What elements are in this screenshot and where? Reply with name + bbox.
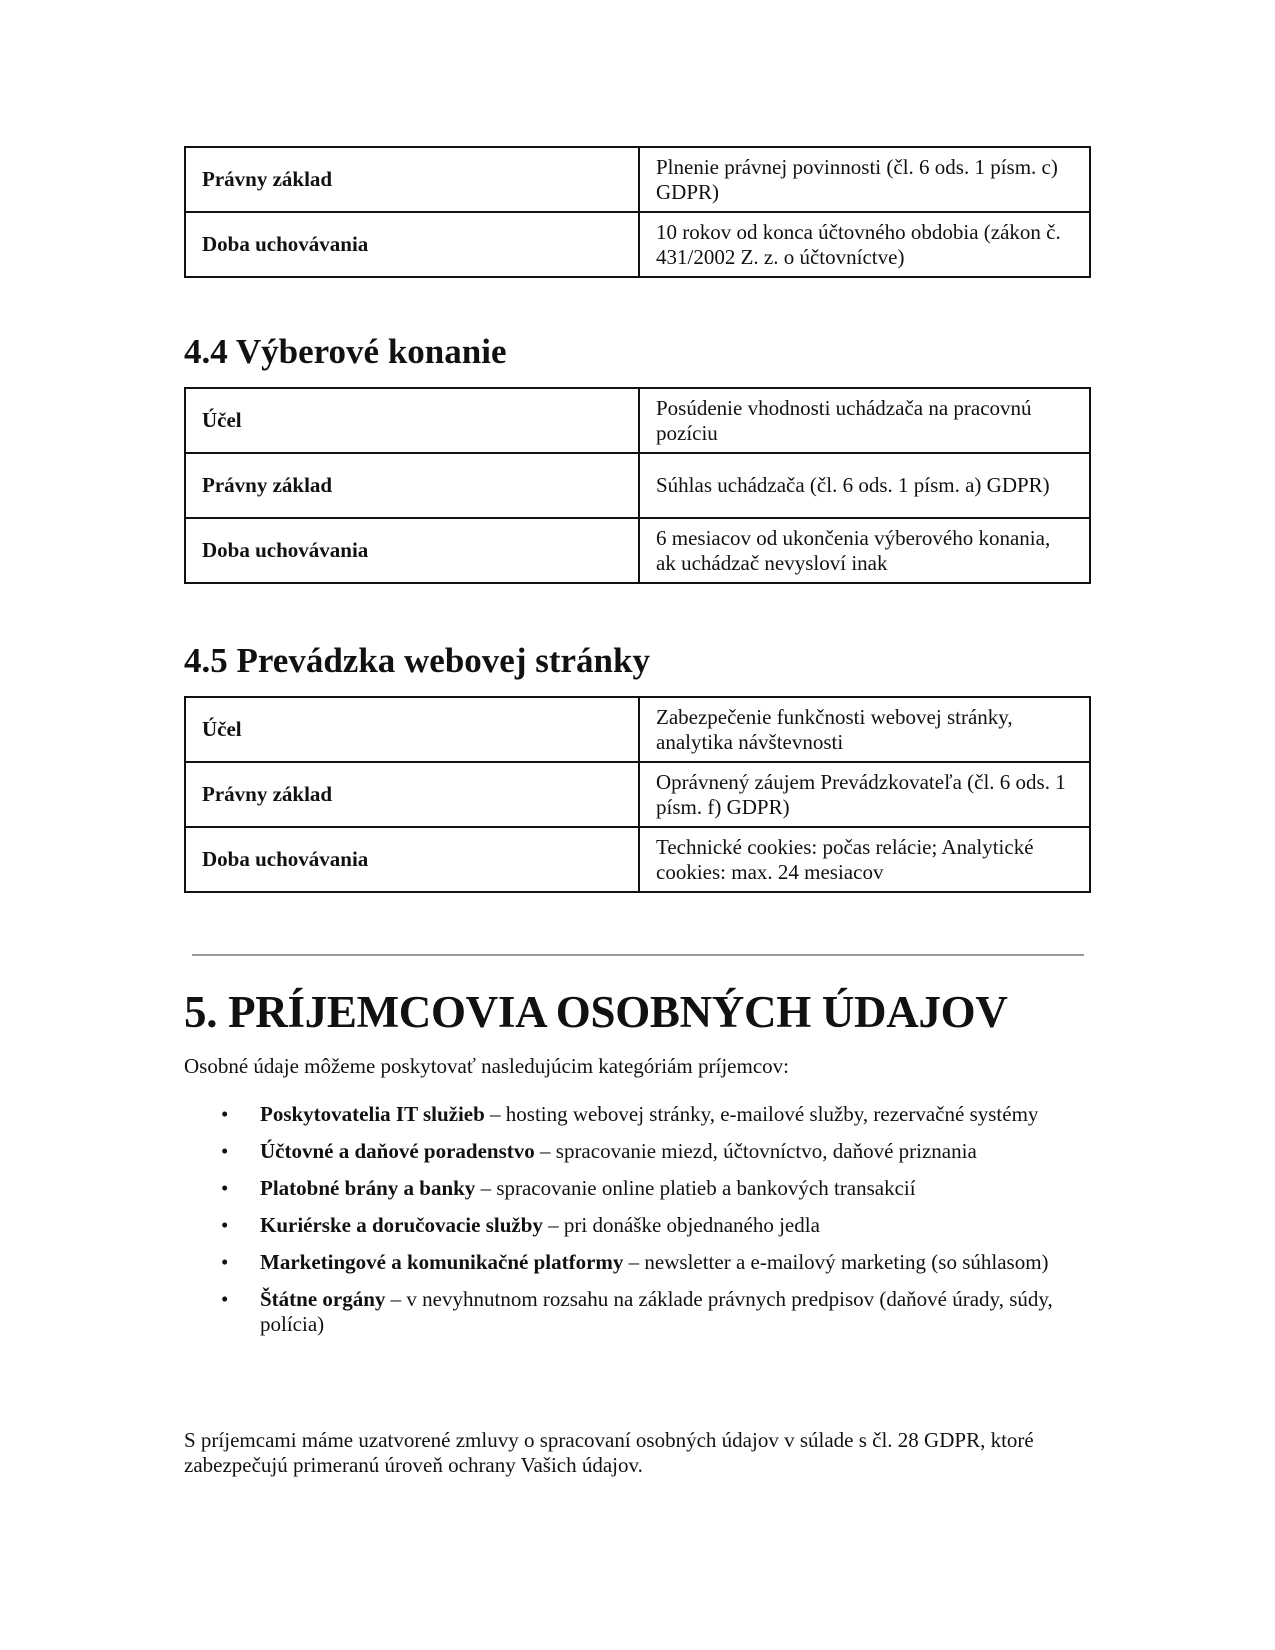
bullet-icon: • (221, 1176, 229, 1200)
row-label: Účel (185, 388, 639, 453)
list-item (184, 1250, 1091, 1275)
table-row (185, 212, 1090, 277)
processing-table-previous (184, 146, 1091, 278)
bullet-icon: • (221, 1287, 229, 1311)
recipient-name: Účtovné a daňové poradenstvo (260, 1139, 535, 1163)
row-value: Oprávnený záujem Prevádzkovateľa (čl. 6 ods. 1 písm. f) GDPR) (639, 762, 1090, 827)
recipient-desc: – pri donáške objednaného jedla (542, 1213, 820, 1237)
bullet-icon: • (221, 1250, 229, 1274)
section-divider (192, 954, 1084, 956)
table-row (185, 388, 1090, 453)
bullet-icon: • (221, 1102, 229, 1126)
row-label: Doba uchovávania (185, 518, 639, 583)
recipient-desc: – spracovanie online platieb a bankových transakcií (475, 1176, 916, 1200)
section-heading-4-5: 4.5 Prevádzka webovej stránky (184, 641, 650, 680)
table-row (185, 827, 1090, 892)
bullet-icon: • (221, 1213, 229, 1237)
processing-table-recruitment (184, 387, 1091, 584)
recipient-desc: – spracovanie miezd, účtovníctvo, daňové priznania (534, 1139, 977, 1163)
table-row (185, 762, 1090, 827)
row-value: Plnenie právnej povinnosti (čl. 6 ods. 1 písm. c) GDPR) (639, 147, 1090, 212)
recipients-intro: Osobné údaje môžeme poskytovať nasledujúcim kategóriám príjemcov: (184, 1054, 789, 1078)
recipient-name: Poskytovatelia IT služieb (260, 1102, 485, 1126)
row-value: Posúdenie vhodnosti uchádzača na pracovnú pozíciu (639, 388, 1090, 453)
bullet-icon: • (221, 1139, 229, 1163)
row-label: Právny základ (185, 762, 639, 827)
recipient-name: Platobné brány a banky (260, 1176, 476, 1200)
list-item (184, 1102, 1091, 1127)
recipient-desc: – newsletter a e-mailový marketing (so súhlasom) (623, 1250, 1049, 1274)
row-value: 10 rokov od konca účtovného obdobia (zákon č. 431/2002 Z. z. o účtovníctve) (639, 212, 1090, 277)
table-row (185, 453, 1090, 518)
section-heading-5: 5. PRÍJEMCOVIA OSOBNÝCH ÚDAJOV (184, 987, 1008, 1037)
list-item (184, 1287, 1091, 1337)
list-item (184, 1139, 1091, 1164)
table-row (185, 518, 1090, 583)
section-heading-4-4: 4.4 Výberové konanie (184, 332, 507, 371)
row-label: Právny základ (185, 147, 639, 212)
processing-table-website (184, 696, 1091, 893)
row-label: Účel (185, 697, 639, 762)
row-value: Zabezpečenie funkčnosti webovej stránky, analytika návštevnosti (639, 697, 1090, 762)
table-row (185, 147, 1090, 212)
row-label: Doba uchovávania (185, 212, 639, 277)
recipient-desc: – v nevyhnutnom rozsahu na základe právnych predpisov (daňové úrady, súdy, polícia) (260, 1287, 1053, 1336)
recipient-name: Marketingové a komunikačné platformy (260, 1250, 624, 1274)
recipient-name: Štátne orgány (260, 1287, 386, 1311)
row-label: Doba uchovávania (185, 827, 639, 892)
row-value: 6 mesiacov od ukončenia výberového konania, ak uchádzač nevysloví inak (639, 518, 1090, 583)
row-label: Právny základ (185, 453, 639, 518)
recipient-desc: – hosting webovej stránky, e-mailové služby, rezervačné systémy (484, 1102, 1039, 1126)
list-item (184, 1213, 1091, 1238)
row-value: Technické cookies: počas relácie; Analytické cookies: max. 24 mesiacov (639, 827, 1090, 892)
table-row (185, 697, 1090, 762)
recipient-name: Kuriérske a doručovacie služby (260, 1213, 543, 1237)
recipients-list (184, 1102, 1091, 1349)
recipients-closing: S príjemcami máme uzatvorené zmluvy o spracovaní osobných údajov v súlade s čl. 28 GDPR, ktoré zabezpečujú primeranú úroveň ochrany Vašich údajov. (184, 1428, 1034, 1477)
list-item (184, 1176, 1091, 1201)
row-value: Súhlas uchádzača (čl. 6 ods. 1 písm. a) GDPR) (639, 453, 1090, 518)
